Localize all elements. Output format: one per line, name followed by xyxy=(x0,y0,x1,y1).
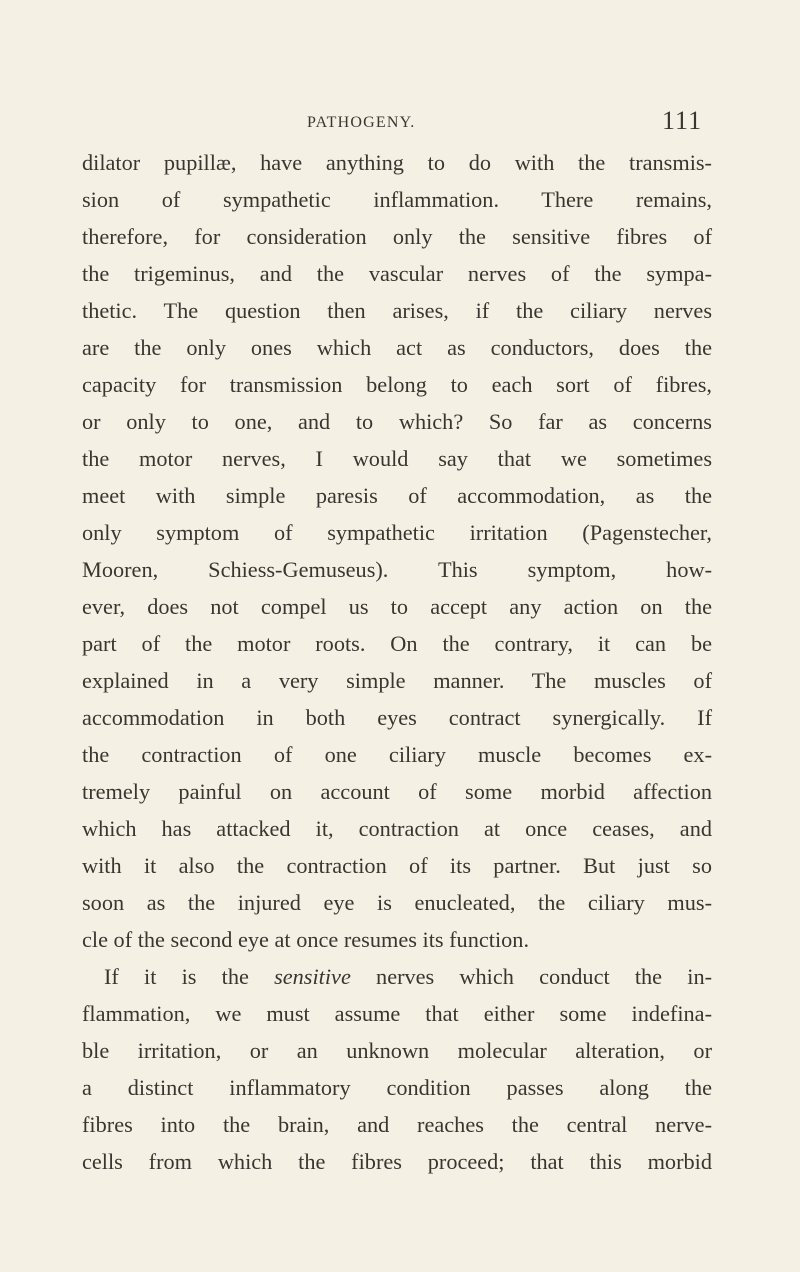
emphasis-word: sensitive xyxy=(274,964,351,989)
text-line: dilator pupillæ, have anything to do with the transmis- xyxy=(82,150,712,175)
text-line: soon as the injured eye is enucleated, the ciliary mus- xyxy=(82,890,712,915)
text-line: the contraction of one ciliary muscle becomes ex- xyxy=(82,742,712,767)
text-line: the motor nerves, I would say that we sometimes xyxy=(82,446,712,471)
text-line: ble irritation, or an unknown molecular alteration, or xyxy=(82,1038,712,1063)
text-line: therefore, for consideration only the sensitive fibres of xyxy=(82,224,712,249)
text-line: a distinct inflammatory condition passes along the xyxy=(82,1075,712,1100)
page-number: 111 xyxy=(662,106,703,135)
text-run: nerves which conduct the in- xyxy=(376,964,713,989)
text-run: If it is the xyxy=(104,964,249,989)
text-line: fibres into the brain, and reaches the central nerve- xyxy=(82,1112,712,1137)
text-line: flammation, we must assume that either some indefina- xyxy=(82,1001,712,1026)
text-line: meet with simple paresis of accommodation, as the xyxy=(82,483,712,508)
text-line: accommodation in both eyes contract synergically. If xyxy=(82,705,712,730)
text-line: or only to one, and to which? So far as concerns xyxy=(82,409,712,434)
text-line: capacity for transmission belong to each sort of fibres, xyxy=(82,372,712,397)
text-line: Mooren, Schiess-Gemuseus). This symptom, how- xyxy=(82,557,712,582)
text-line: which has attacked it, contraction at once ceases, and xyxy=(82,816,712,841)
text-line: explained in a very simple manner. The muscles of xyxy=(82,668,712,693)
paragraph-first-line xyxy=(82,958,712,995)
text-line: sion of sympathetic inflammation. There remains, xyxy=(82,187,712,212)
text-line: only symptom of sympathetic irritation (Pagenstecher, xyxy=(82,520,712,545)
text-line: are the only ones which act as conductors, does the xyxy=(82,335,712,360)
running-title: PATHOGENY. xyxy=(307,114,416,131)
text-line: cle of the second eye at once resumes its function. xyxy=(82,927,530,952)
text-line: cells from which the fibres proceed; that this morbid xyxy=(82,1149,712,1174)
running-head xyxy=(0,106,800,136)
text-line: thetic. The question then arises, if the ciliary nerves xyxy=(82,298,712,323)
text-line: part of the motor roots. On the contrary, it can be xyxy=(82,631,712,656)
text-line: ever, does not compel us to accept any action on the xyxy=(82,594,712,619)
text-line: the trigeminus, and the vascular nerves of the sympa- xyxy=(82,261,712,286)
text-line: with it also the contraction of its partner. But just so xyxy=(82,853,712,878)
text-line: tremely painful on account of some morbid affection xyxy=(82,779,712,804)
body-text xyxy=(82,144,712,1180)
